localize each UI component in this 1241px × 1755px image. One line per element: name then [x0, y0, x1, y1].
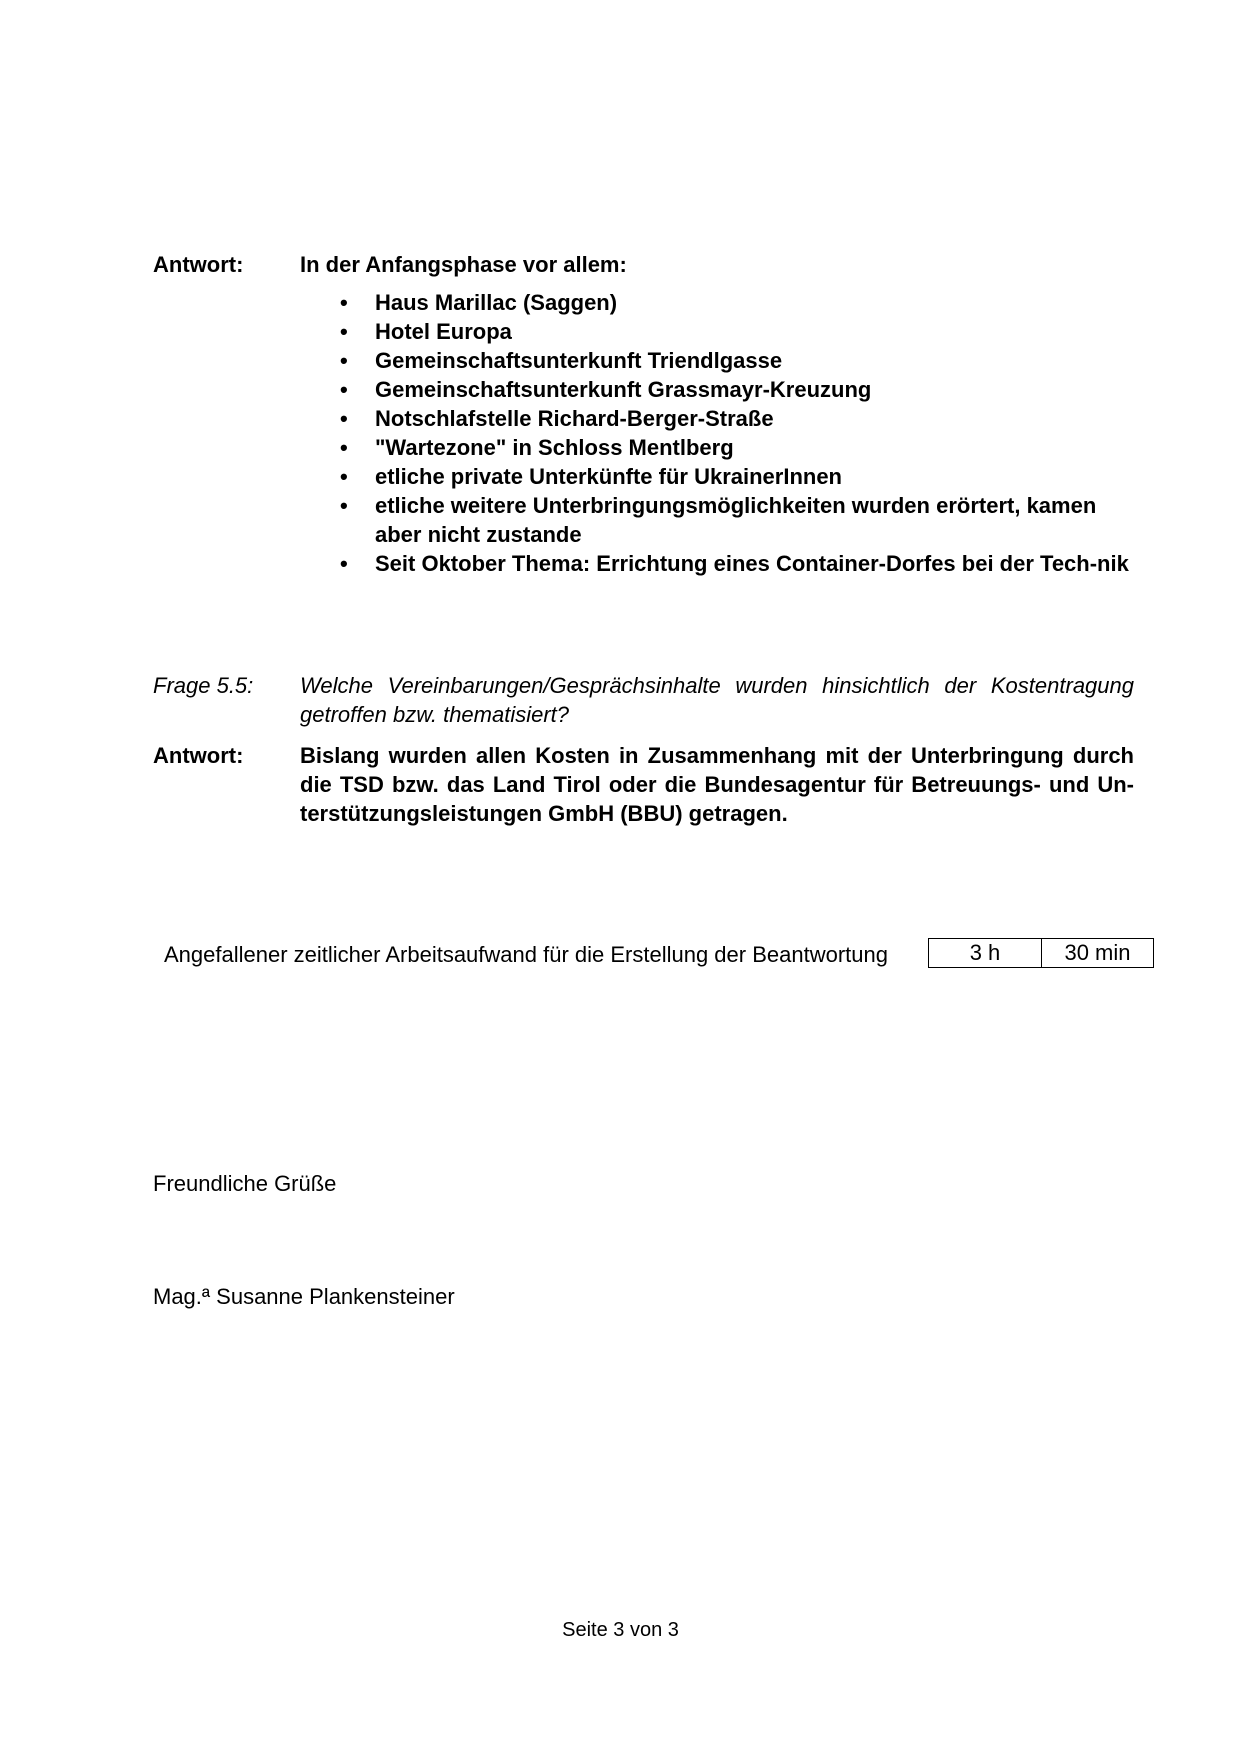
bullet-icon: •: [340, 551, 348, 576]
effort-hours: 3 h: [929, 939, 1042, 968]
page-number: Seite 3 von 3: [562, 1619, 679, 1641]
list-item: • Gemeinschaftsunterkunft Grassmayr-Kreuzung: [340, 377, 872, 402]
bullet-icon: •: [340, 464, 348, 489]
bullet-icon: •: [340, 377, 348, 402]
signature-name: Mag.ª Susanne Plankensteiner: [153, 1284, 455, 1309]
bullet-icon: •: [340, 348, 348, 373]
answer-label: Antwort:: [153, 252, 244, 277]
effort-table: [928, 938, 1154, 968]
effort-label: Angefallener zeitlicher Arbeitsaufwand für die Erstellung der Beantwortung: [164, 942, 888, 967]
list-item: • "Wartezone" in Schloss Mentlberg: [340, 435, 734, 460]
list-item: • Haus Marillac (Saggen): [340, 290, 618, 315]
bullet-icon: •: [340, 319, 348, 344]
bullet-icon: •: [340, 493, 348, 518]
answer-text: Bislang wurden allen Kosten in Zusammenhang mit der Unterbringung durch die TSD bzw. das Land Tirol oder die Bundesagentur für Betreuungs- und Un-terstützungsleistungen GmbH (BBU) getragen.: [300, 743, 1134, 826]
bullet-icon: •: [340, 435, 348, 460]
bullet-icon: •: [340, 290, 348, 315]
accommodation-list: [300, 288, 1134, 578]
list-item: • etliche weitere Unterbringungsmöglichkeiten wurden erörtert, kamen aber nicht zustande: [340, 493, 1097, 547]
list-item: • Seit Oktober Thema: Errichtung eines Container-Dorfes bei der Tech-nik: [340, 551, 1129, 576]
greeting: Freundliche Grüße: [153, 1171, 337, 1196]
bullet-icon: •: [340, 406, 348, 431]
question-text: Welche Vereinbarungen/Gesprächsinhalte wurden hinsichtlich der Kostentragung getroffen bzw. thematisiert?: [300, 673, 1134, 727]
answer-label: Antwort:: [153, 743, 244, 768]
list-item: • Notschlafstelle Richard-Berger-Straße: [340, 406, 774, 431]
list-item: • Gemeinschaftsunterkunft Triendlgasse: [340, 348, 783, 373]
list-item: • etliche private Unterkünfte für UkrainerInnen: [340, 464, 842, 489]
effort-minutes: 30 min: [1042, 939, 1154, 968]
question-label: Frage 5.5:: [153, 673, 254, 698]
list-item: • Hotel Europa: [340, 319, 512, 344]
answer-intro: In der Anfangsphase vor allem:: [300, 252, 627, 277]
